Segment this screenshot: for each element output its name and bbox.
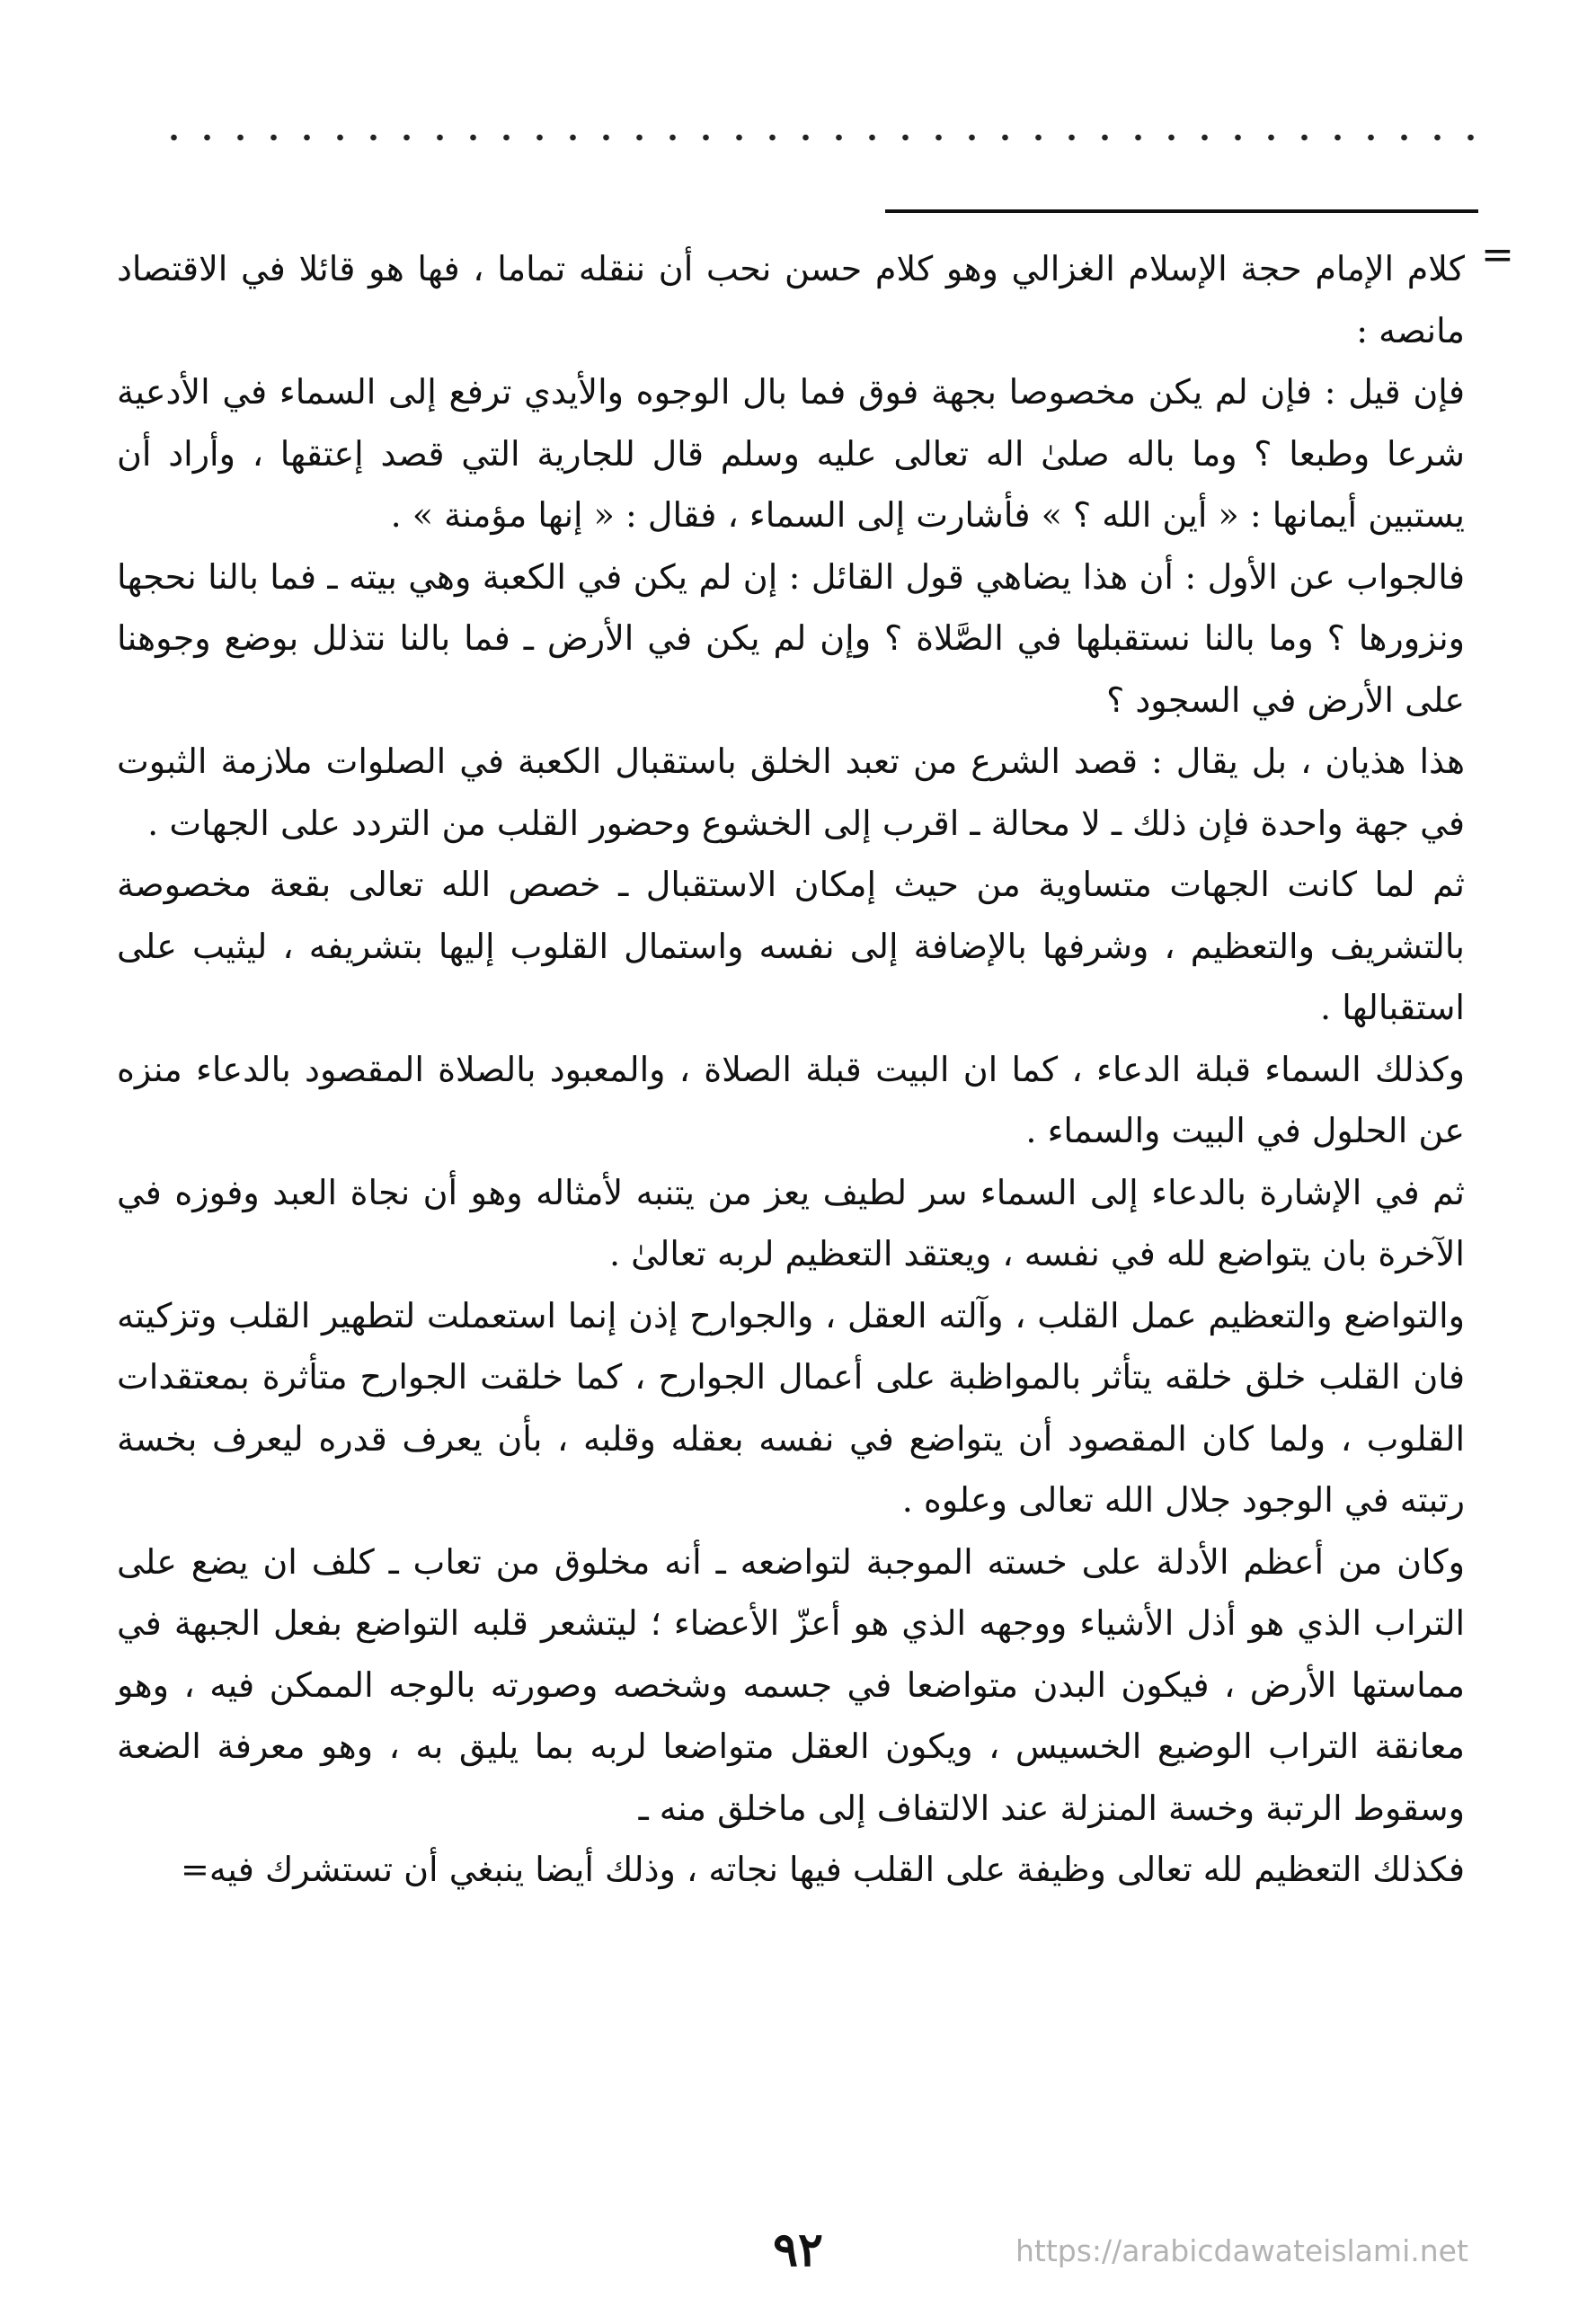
paragraph-9: وكان من أعظم الأدلة على خسته الموجبة لتواضعه ـ أنه مخلوق من تعاب ـ كلف ان يضع على التراب الذي هو أذل الأشياء ووجهه الذي هو أعزّ الأعضاء ؛ ليتشعر قلبه التواضع بفعل الجبهة في مماستها الأرض ، فيكون البدن متواضعا في جسمه وشخصه وصورته بالوجه الممكن فيه ، وهو معانقة التراب الوضيع الخسيس ، ويكون العقل متواضعا لربه بما يليق به ، وهو معرفة الضعة وسقوط الرتبة وخسة المنزلة عند الالتفاف إلى ماخلق منه ـ xyxy=(117,1541,1466,1828)
dotted-header-line xyxy=(157,133,1474,142)
paragraph-3: فالجواب عن الأول : أن هذا يضاهي قول القائل : إن لم يكن في الكعبة وهي بيته ـ فما بالنا نحجها ونزورها ؟ وما بالنا نستقبلها في الصَّلاة ؟ وإن لم يكن في الأرض ـ فما بالنا نتذلل بوضع وجوهنا على الأرض في السجود ؟ xyxy=(117,556,1465,720)
paragraph-6: وكذلك السماء قبلة الدعاء ، كما ان البيت قبلة الصلاة ، والمعبود بالصلاة المقصود بالدعاء منزه عن الحلول في البيت والسماء . xyxy=(117,1049,1465,1150)
paragraph-7: ثم في الإشارة بالدعاء إلى السماء سر لطيف يعز من يتنبه لأمثاله وهو أن نجاة العبد وفوزه في الآخرة بان يتواضع لله في نفسه ، ويعتقد التعظيم لربه تعالىٰ . xyxy=(117,1172,1465,1273)
header-rule xyxy=(885,209,1478,213)
page-number: ٩٢ xyxy=(773,2223,823,2277)
paragraph-1: كلام الإمام حجة الإسلام الغزالي وهو كلام حسن نحب أن ننقله تماما ، فها هو قائلا في الاقتصاد مانصه : xyxy=(117,249,1465,350)
paragraph-10: فكذلك التعظيم لله تعالى وظيفة على القلب فيها نجاته ، وذلك أيضا ينبغي أن تستشرك فيه= xyxy=(181,1850,1465,1889)
watermark-url: https://arabicdawateislami.net xyxy=(1015,2233,1468,2268)
paragraph-4: هذا هذيان ، بل يقال : قصد الشرع من تعبد الخلق باستقبال الكعبة في الصلوات ملازمة الثبوت في جهة واحدة فإن ذلك ـ لا محالة ـ اقرب إلى الخشوع وحضور القلب من التردد على الجهات . xyxy=(117,741,1465,843)
continuation-marker: = xyxy=(1481,232,1514,278)
main-text xyxy=(117,238,1465,1901)
paragraph-5: ثم لما كانت الجهات متساوية من حيث إمكان الاستقبال ـ خصص الله تعالى بقعة مخصوصة بالتشريف والتعظيم ، وشرفها بالإضافة إلى نفسه واستمال القلوب إليها بتشريفه ، ليثيب على استقبالها . xyxy=(117,865,1465,1027)
paragraph-8: والتواضع والتعظيم عمل القلب ، وآلته العقل ، والجوارح إذن إنما استعملت لتطهير القلب وتزكيته فان القلب خلق خلقه يتأثر بالمواظبة على أعمال الجوارح ، كما خلقت الجوارح متأثرة بمعتقدات القلوب ، ولما كان المقصود أن يتواضع في نفسه بعقله وقلبه ، بأن يعرف قدره ليعرف بخسة رتبته في الوجود جلال الله تعالى وعلوه . xyxy=(117,1295,1465,1520)
paragraph-2: فإن قيل : فإن لم يكن مخصوصا بجهة فوق فما بال الوجوه والأيدي ترفع إلى السماء في الأدعية شرعا وطبعا ؟ وما باله صلىٰ اله تعالى عليه وسلم قال للجارية التي قصد إعتقها ، وأراد أن يستبين أيمانها : « أين الله ؟ » فأشارت إلى السماء ، فقال : « إنها مؤمنة » . xyxy=(117,372,1465,535)
